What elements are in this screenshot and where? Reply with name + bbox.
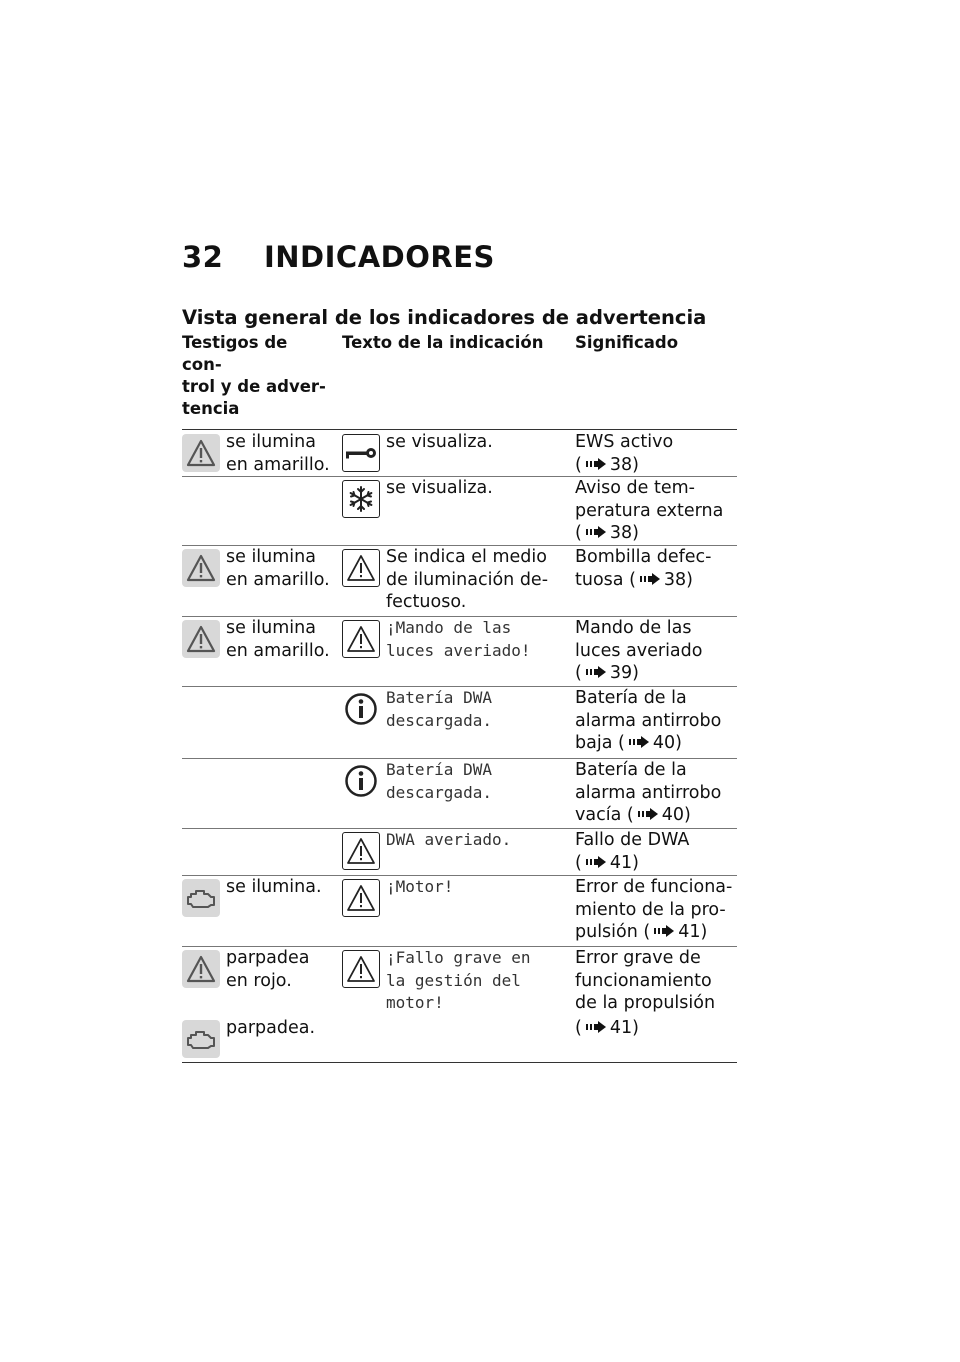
meaning-text: EWS activo ( xyxy=(575,432,674,475)
table-row xyxy=(182,617,737,687)
indicator-cell xyxy=(182,876,342,946)
page-reference-link[interactable]: 41) xyxy=(678,922,708,942)
meaning-cell xyxy=(575,687,737,758)
table-row xyxy=(182,829,737,876)
warning-triangle-outline-icon xyxy=(342,832,380,870)
indicator-text: parpadea. xyxy=(226,1018,316,1038)
meaning-text: Batería de la alarma antirrobo vacía ( xyxy=(575,760,722,825)
section-title: Vista general de los indicadores de advertencia xyxy=(182,306,707,329)
table-row xyxy=(182,546,737,617)
table-row xyxy=(182,687,737,759)
warning-indicators-table xyxy=(182,332,737,1063)
column-header-display-text: Texto de la indicación xyxy=(342,333,544,352)
column-header-meaning: Significado xyxy=(575,333,679,352)
table-row xyxy=(182,477,737,546)
display-cell xyxy=(342,1017,575,1062)
indicator-cell xyxy=(182,477,342,545)
meaning-cell xyxy=(575,431,737,476)
display-cell xyxy=(342,759,575,828)
display-text: se visualiza. xyxy=(386,432,493,452)
chapter-title: INDICADORES xyxy=(264,240,495,274)
display-text: se visualiza. xyxy=(386,478,493,498)
page-reference-link[interactable]: 38) xyxy=(609,523,639,543)
warning-triangle-icon xyxy=(182,434,220,472)
page-number: 32 xyxy=(182,240,224,274)
indicator-text: se ilumina en amarillo. xyxy=(226,547,330,590)
page-reference-link[interactable]: 41) xyxy=(609,1018,639,1038)
warning-triangle-icon xyxy=(182,620,220,658)
indicator-cell xyxy=(182,1017,342,1062)
meaning-text: ( xyxy=(575,1018,582,1038)
meaning-text: Error de funciona- miento de la pro- pulsión ( xyxy=(575,877,733,942)
warning-triangle-outline-icon xyxy=(342,549,380,587)
display-cell xyxy=(342,947,575,1017)
display-text: Se indica el medio de iluminación de- fectuoso. xyxy=(386,547,549,612)
page-reference-link[interactable]: 40) xyxy=(652,733,682,753)
indicator-cell xyxy=(182,546,342,616)
warning-triangle-outline-icon xyxy=(342,879,380,917)
indicator-text: parpadea en rojo. xyxy=(226,948,310,991)
indicator-cell xyxy=(182,431,342,476)
page-reference-link[interactable]: 38) xyxy=(663,569,694,590)
info-icon xyxy=(342,690,380,728)
meaning-cell xyxy=(575,477,737,545)
page-reference-arrow-icon xyxy=(586,522,606,545)
indicator-text: se ilumina en amarillo. xyxy=(226,432,330,475)
display-text: ¡Mando de las luces averiado! xyxy=(386,618,531,660)
indicator-cell xyxy=(182,759,342,828)
display-cell xyxy=(342,687,575,758)
display-cell xyxy=(342,546,575,616)
meaning-cell xyxy=(575,759,737,828)
page-reference-link[interactable]: 39) xyxy=(609,663,639,683)
meaning-cell xyxy=(575,876,737,946)
page-reference-link[interactable]: 40) xyxy=(661,805,691,825)
meaning-cell xyxy=(575,617,737,686)
table-body xyxy=(182,430,737,1063)
engine-icon xyxy=(182,1020,220,1058)
display-cell xyxy=(342,829,575,875)
display-cell xyxy=(342,876,575,946)
table-row xyxy=(182,430,737,477)
key-icon xyxy=(342,434,380,472)
indicator-cell xyxy=(182,687,342,758)
engine-icon xyxy=(182,879,220,917)
meaning-cell xyxy=(575,947,737,1017)
warning-triangle-outline-icon xyxy=(342,950,380,988)
indicator-cell xyxy=(182,947,342,1017)
display-text: Batería DWA descargada. xyxy=(386,760,492,802)
snowflake-icon xyxy=(342,480,380,518)
page-reference-arrow-icon xyxy=(586,852,606,875)
meaning-text: Mando de las luces averiado ( xyxy=(575,618,703,683)
display-text: DWA averiado. xyxy=(386,830,512,849)
page-reference-arrow-icon xyxy=(640,569,660,592)
display-text: ¡Fallo grave en la gestión del motor! xyxy=(386,948,531,1012)
meaning-text: Bombilla defec- tuosa ( xyxy=(575,547,712,590)
table-row xyxy=(182,876,737,947)
display-cell xyxy=(342,617,575,686)
column-header-indicators: Testigos de con- trol y de adver- tencia xyxy=(182,333,326,418)
display-cell xyxy=(342,477,575,545)
warning-triangle-icon xyxy=(182,549,220,587)
page-reference-link[interactable]: 41) xyxy=(609,852,639,873)
warning-triangle-icon xyxy=(182,950,220,988)
warning-triangle-outline-icon xyxy=(342,620,380,658)
meaning-cell xyxy=(575,829,737,875)
meaning-text: Aviso de tem- peratura externa ( xyxy=(575,478,724,543)
page-reference-arrow-icon xyxy=(638,804,658,827)
table-row xyxy=(182,947,737,1017)
page-heading xyxy=(182,240,495,274)
table-row xyxy=(182,759,737,829)
display-text: Batería DWA descargada. xyxy=(386,688,492,730)
meaning-cell xyxy=(575,546,737,616)
page-reference-arrow-icon xyxy=(586,454,606,477)
page-reference-arrow-icon xyxy=(586,662,606,685)
info-icon xyxy=(342,762,380,800)
meaning-text: Error grave de funcionamiento de la propulsión xyxy=(575,948,716,1013)
page-reference-arrow-icon xyxy=(629,732,649,755)
table-header xyxy=(182,332,737,430)
meaning-text: Fallo de DWA ( xyxy=(575,830,690,873)
indicator-text: se ilumina en amarillo. xyxy=(226,618,330,661)
table-row xyxy=(182,1017,737,1063)
page-reference-arrow-icon xyxy=(586,1017,606,1040)
indicator-cell xyxy=(182,829,342,875)
meaning-cell xyxy=(575,1017,737,1062)
display-cell xyxy=(342,431,575,476)
page-reference-arrow-icon xyxy=(654,921,674,944)
meaning-text: Batería de la alarma antirrobo baja ( xyxy=(575,688,722,753)
display-text: ¡Motor! xyxy=(386,877,454,896)
indicator-text: se ilumina. xyxy=(226,877,322,897)
indicator-cell xyxy=(182,617,342,686)
page-reference-link[interactable]: 38) xyxy=(609,454,639,475)
